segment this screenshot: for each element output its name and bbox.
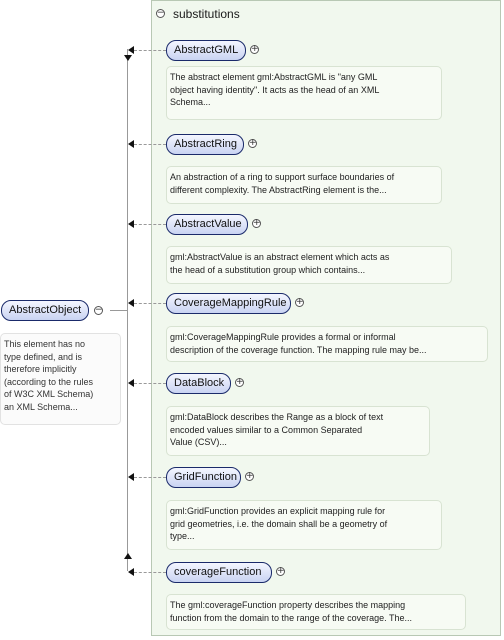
element-node[interactable]: CoverageMappingRule: [166, 293, 291, 314]
panel-title: substitutions: [173, 7, 240, 21]
child-connector: [134, 50, 166, 51]
element-description: The abstract element gml:AbstractGML is "any GML object having identity". It acts as the head of an XML Schema...: [166, 66, 442, 120]
child-connector: [134, 477, 166, 478]
expand-icon[interactable]: +: [251, 44, 259, 54]
element-node[interactable]: GridFunction: [166, 467, 241, 488]
root-node[interactable]: AbstractObject: [1, 300, 89, 321]
child-connector: [134, 224, 166, 225]
element-node[interactable]: AbstractGML: [166, 40, 246, 61]
root-collapse-icon[interactable]: −: [95, 305, 103, 315]
expand-icon[interactable]: +: [277, 566, 285, 576]
element-description: The gml:coverageFunction property describes the mapping function from the domain to the range of the coverage. The...: [166, 594, 466, 630]
element-node[interactable]: AbstractRing: [166, 134, 244, 155]
expand-icon[interactable]: +: [253, 218, 261, 228]
child-connector: [134, 383, 166, 384]
element-description: gml:DataBlock describes the Range as a block of text encoded values similar to a Common Separated Value (CSV)...: [166, 406, 430, 456]
root-description: This element has no type defined, and is therefore implicitly (according to the rules of W3C XML Schema) an XML Schema...: [0, 333, 121, 425]
child-connector: [134, 572, 166, 573]
root-connector: [110, 310, 127, 311]
expand-icon[interactable]: +: [236, 377, 244, 387]
panel-collapse-icon[interactable]: −: [157, 8, 165, 18]
expand-icon[interactable]: +: [296, 297, 304, 307]
element-description: gml:AbstractValue is an abstract element which acts as the head of a substitution group which contains...: [166, 246, 452, 284]
child-connector: [134, 303, 166, 304]
element-description: gml:CoverageMappingRule provides a formal or informal description of the coverage function. The mapping rule may be...: [166, 326, 488, 362]
element-description: gml:GridFunction provides an explicit mapping rule for grid geometries, i.e. the domain shall be a geometry of type...: [166, 500, 442, 550]
element-node[interactable]: coverageFunction: [166, 562, 272, 583]
element-node[interactable]: DataBlock: [166, 373, 231, 394]
vertical-connector: [127, 49, 128, 571]
expand-icon[interactable]: +: [249, 138, 257, 148]
expand-icon[interactable]: +: [246, 471, 254, 481]
element-node[interactable]: AbstractValue: [166, 214, 248, 235]
arrow-down-icon: [124, 55, 132, 61]
child-connector: [134, 144, 166, 145]
arrow-up-icon: [124, 553, 132, 559]
element-description: An abstraction of a ring to support surface boundaries of different complexity. The AbstractRing element is the...: [166, 166, 442, 204]
